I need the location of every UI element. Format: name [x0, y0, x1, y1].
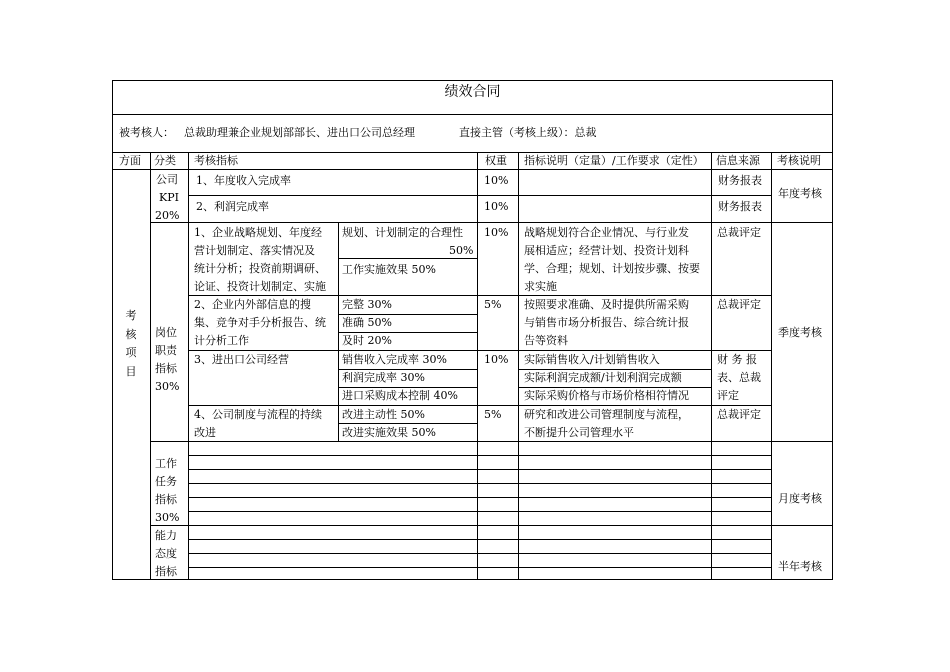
post-description-line: 实际销售收入/计划销售收入 [524, 353, 660, 366]
post-category-line: 岗位 [155, 326, 177, 339]
examinee-value: 总裁助理兼企业规划部部长、进出口公司总经理 [184, 126, 415, 139]
kpi-source: 财务报表 [718, 200, 762, 213]
grid-line [711, 152, 712, 580]
post-description-line: 实际采购价格与市场价格相符情况 [524, 389, 689, 402]
post-description-line: 与销售市场分析报告、综合统计报 [524, 316, 689, 329]
sub-indicator: 改进实施效果 50% [342, 426, 436, 439]
grid-line [150, 441, 833, 442]
post-indicator-line: 计分析工作 [194, 334, 249, 347]
sub-indicator: 准确 50% [342, 316, 392, 329]
kpi-weight: 10% [484, 200, 509, 213]
work-category-line: 任务 [155, 475, 177, 488]
post-weight: 5% [484, 408, 502, 421]
grid-line [518, 152, 519, 580]
post-source: 评定 [717, 389, 739, 402]
kpi-category-line: KPI [159, 191, 179, 204]
header-indicator: 考核指标 [194, 154, 238, 167]
kpi-category-line: 公司 [156, 173, 178, 186]
post-description-line: 告等资料 [524, 334, 568, 347]
post-category-line: 职责 [155, 344, 177, 357]
sub-indicator: 规划、计划制定的合理性 [342, 226, 463, 239]
post-indicator-line: 3、进出口公司经营 [194, 353, 289, 366]
post-indicator-line: 2、企业内外部信息的搜 [194, 298, 311, 311]
header-category: 分类 [154, 154, 176, 167]
post-indicator-line: 改进 [194, 426, 216, 439]
kpi-indicator: 2、利润完成率 [196, 200, 269, 213]
grid-line [188, 511, 771, 512]
post-description-line: 研究和改进公司管理制度与流程， [524, 408, 689, 421]
ability-category-line: 指标 [155, 565, 177, 578]
grid-line [150, 525, 833, 526]
sub-indicator: 利润完成率 30% [342, 371, 425, 384]
post-source: 总裁评定 [717, 298, 761, 311]
post-category-line: 30% [155, 380, 180, 393]
post-indicator-line: 4、公司制度与流程的持续 [194, 408, 322, 421]
kpi-note: 年度考核 [778, 187, 822, 200]
grid-line [188, 553, 771, 554]
grid-line [188, 483, 771, 484]
post-indicator-line: 1、企业战略规划、年度经 [194, 226, 322, 239]
supervisor-value: 直接主管（考核上级）：总裁 [459, 126, 597, 139]
work-note: 月度考核 [778, 492, 822, 505]
grid-line [188, 152, 189, 580]
post-weight: 5% [484, 298, 502, 311]
kpi-category-line: 20% [155, 209, 180, 222]
post-note: 季度考核 [778, 326, 822, 339]
post-description-line: 实际利润完成额/计划利润完成额 [524, 371, 682, 384]
post-source: 表、总裁 [717, 371, 761, 384]
post-description-line: 战略规划符合企业情况、与行业发 [524, 226, 689, 239]
post-description-line: 不断提升公司管理水平 [524, 426, 634, 439]
header-description: 指标说明（定量）/工作要求（定性） [524, 154, 704, 167]
grid-line [188, 567, 771, 568]
work-category-line: 30% [155, 511, 180, 524]
post-indicator-line: 论证、投资计划制定、实施 [194, 280, 326, 293]
work-category-line: 工作 [155, 457, 177, 470]
examinee-label: 被考核人： [119, 126, 174, 139]
grid-line [771, 152, 772, 580]
header-source: 信息来源 [716, 154, 760, 167]
ability-note: 半年考核 [778, 560, 822, 573]
grid-line [188, 469, 771, 470]
ability-category-line: 态度 [155, 547, 177, 560]
kpi-indicator: 1、年度收入完成率 [196, 174, 291, 187]
header-aspect: 方面 [119, 154, 141, 167]
grid-line [188, 195, 771, 196]
aspect-label: 考 核 项 目 [125, 309, 137, 378]
sub-indicator: 工作实施效果 50% [342, 263, 436, 276]
sub-indicator: 改进主动性 50% [342, 408, 425, 421]
header-weight: 权重 [485, 154, 507, 167]
grid-line [188, 539, 771, 540]
sub-indicator: 完整 30% [342, 298, 392, 311]
sub-indicator: 销售收入完成率 30% [342, 353, 447, 366]
post-description-line: 展相适应；经营计划、投资计划科 [524, 244, 689, 257]
post-weight: 10% [484, 353, 509, 366]
ability-category-line: 能力 [155, 529, 177, 542]
post-weight: 10% [484, 226, 509, 239]
post-description-line: 学、合理；规划、计划按步骤、按要 [524, 262, 700, 275]
grid-line [150, 152, 151, 580]
post-description-line: 求实施 [524, 280, 557, 293]
post-description-line: 按照要求准确、及时提供所需采购 [524, 298, 689, 311]
grid-line [188, 455, 771, 456]
post-indicator-line: 集、竞争对手分析报告、统 [194, 316, 326, 329]
post-indicator-line: 营计划制定、落实情况及 [194, 244, 315, 257]
work-category-line: 指标 [155, 493, 177, 506]
grid-line [477, 152, 478, 580]
grid-line [188, 497, 771, 498]
post-source: 财 务 报 [717, 353, 757, 366]
post-indicator-line: 统计分析；投资前期调研、 [194, 262, 326, 275]
sub-indicator: 50% [449, 244, 474, 257]
post-category-line: 指标 [155, 362, 177, 375]
grid-line [112, 114, 833, 115]
grid-line [338, 222, 339, 441]
kpi-weight: 10% [484, 174, 509, 187]
sub-indicator: 及时 20% [342, 334, 392, 347]
contract-title: 绩效合同 [444, 84, 501, 100]
grid-line [150, 222, 833, 223]
kpi-source: 财务报表 [718, 174, 762, 187]
post-source: 总裁评定 [717, 408, 761, 421]
post-source: 总裁评定 [717, 226, 761, 239]
header-note: 考核说明 [777, 154, 821, 167]
sub-indicator: 进口采购成本控制 40% [342, 389, 458, 402]
